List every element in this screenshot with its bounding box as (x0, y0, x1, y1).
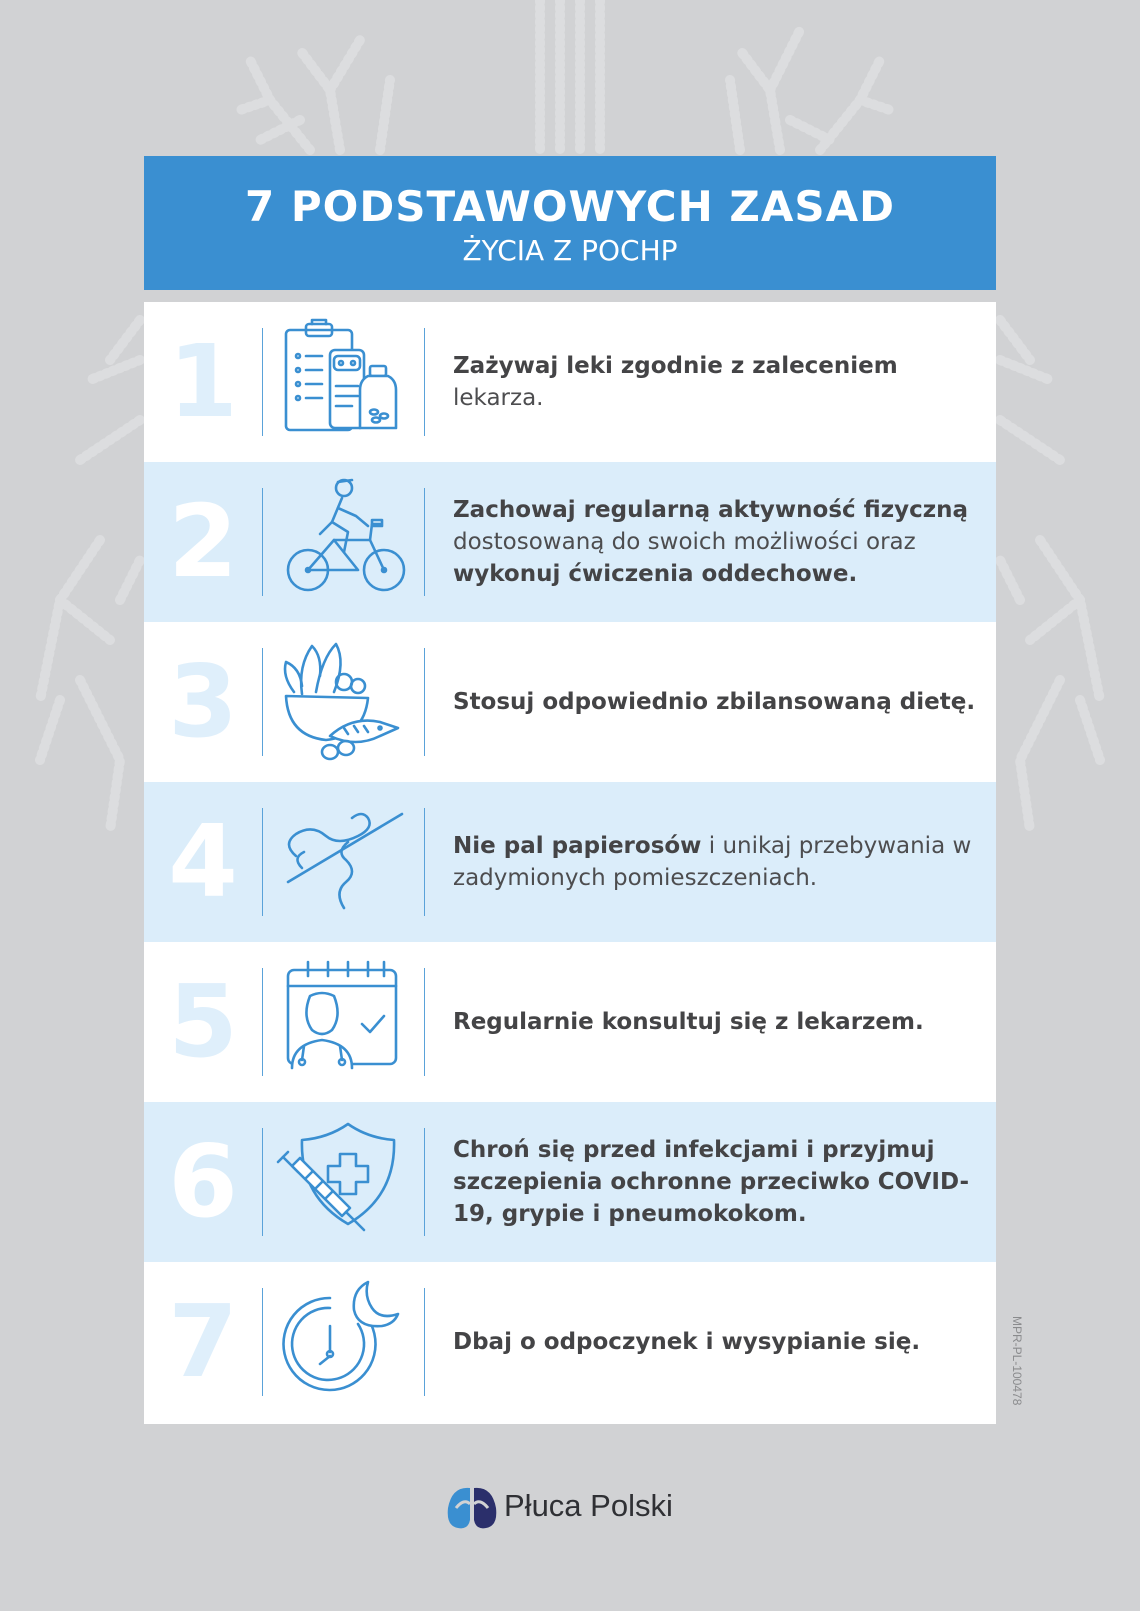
rule-number: 5 (168, 963, 238, 1080)
divider (262, 648, 263, 756)
rule-row-6 (144, 1102, 996, 1262)
page-subtitle: ŻYCIA Z POCHP (462, 234, 678, 267)
divider (424, 808, 425, 916)
divider (262, 968, 263, 1076)
rule-text (453, 462, 985, 622)
divider (424, 488, 425, 596)
rule-text-paragraph (453, 1134, 985, 1230)
divider (262, 808, 263, 916)
rule-number: 7 (168, 1283, 238, 1400)
rule-text-paragraph (453, 1326, 985, 1358)
rule-text-bold: Stosuj odpowiednio zbilansowaną dietę. (453, 689, 976, 715)
rule-row-4 (144, 782, 996, 942)
rule-text-bold: Dbaj o odpoczynek i wysypianie się. (453, 1329, 921, 1355)
rule-number: 2 (168, 483, 238, 600)
rule-text (453, 1262, 985, 1422)
divider (262, 1288, 263, 1396)
no-smoking-icon (272, 796, 412, 928)
rule-text (453, 622, 985, 782)
rule-text-regular: i unikaj przebywania w zadymionych pomieszczeniach. (453, 833, 972, 891)
rule-text (453, 782, 985, 942)
page-title: 7 PODSTAWOWYCH ZASAD (245, 182, 895, 231)
rule-number: 4 (168, 803, 238, 920)
rule-text-bold: Nie pal papierosów (453, 833, 702, 859)
sleep-clock-icon (272, 1276, 412, 1408)
rule-text-bold: wykonuj ćwiczenia oddechowe. (453, 561, 858, 587)
rule-text-paragraph (453, 830, 985, 894)
rule-row-2 (144, 462, 996, 622)
rule-text-paragraph (453, 494, 985, 590)
vaccine-shield-icon (272, 1116, 412, 1248)
divider (262, 328, 263, 436)
doctor-calendar-icon (272, 956, 412, 1088)
rule-text (453, 942, 985, 1102)
healthy-food-bowl-icon (272, 636, 412, 768)
divider (262, 1128, 263, 1236)
rule-number: 1 (168, 323, 238, 440)
medication-clipboard-icon (272, 316, 412, 448)
rule-row-7 (144, 1262, 996, 1422)
rule-number: 3 (168, 643, 238, 760)
divider (424, 328, 425, 436)
lungs-logo-icon (444, 1482, 500, 1532)
divider (424, 1288, 425, 1396)
divider (424, 1128, 425, 1236)
rule-text-regular: dostosowaną do swoich możliwości oraz (453, 529, 916, 555)
rule-row-5 (144, 942, 996, 1102)
rule-text-regular: lekarza. (453, 385, 544, 411)
rule-text-paragraph (453, 686, 985, 718)
divider (262, 488, 263, 596)
rule-text-bold: Regularnie konsultuj się z lekarzem. (453, 1009, 924, 1035)
cyclist-icon (272, 476, 412, 608)
rule-row-1 (144, 302, 996, 462)
rule-text (453, 1102, 985, 1262)
rule-row-3 (144, 622, 996, 782)
rule-text-bold: Chroń się przed infekcjami i przyjmuj szczepienia ochronne przeciwko COVID-19, grypie i pneumokokom. (453, 1137, 970, 1227)
pluca-polski-logo (444, 1480, 704, 1534)
document-code: MPR-PL-100478 (1010, 1316, 1024, 1406)
rules-list (144, 302, 996, 1424)
title-banner (144, 156, 996, 290)
rule-text-bold: Zażywaj leki zgodnie z zaleceniem (453, 353, 898, 379)
rule-text (453, 302, 985, 462)
rule-number: 6 (168, 1123, 238, 1240)
rule-text-paragraph (453, 350, 985, 414)
divider (424, 648, 425, 756)
rule-text-paragraph (453, 1006, 985, 1038)
rule-text-bold: Zachowaj regularną aktywność fizyczną (453, 497, 968, 523)
logo-text: Płuca Polski (504, 1488, 673, 1523)
divider (424, 968, 425, 1076)
